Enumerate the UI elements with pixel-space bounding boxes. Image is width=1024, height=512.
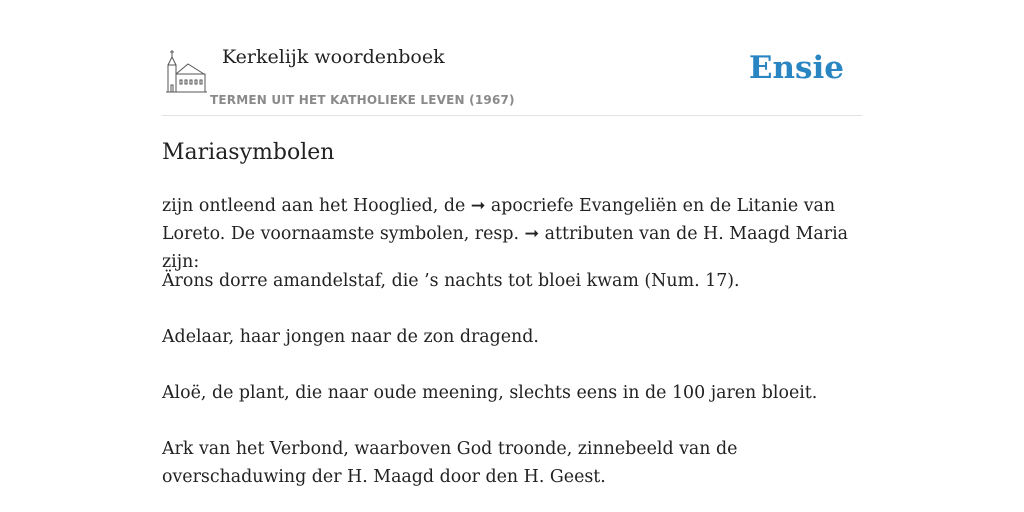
- book-subtitle: TERMEN UIT HET KATHOLIEKE LEVEN (1967): [210, 93, 515, 107]
- intro-text-3: attributen van de H. Maagd Maria zijn:: [162, 224, 849, 272]
- entry-intro: [162, 192, 862, 276]
- header: [162, 40, 862, 116]
- entry-item: Ärons dorre amandelstaf, die ’s nachts tot bloei kwam (Num. 17).: [162, 271, 740, 291]
- intro-text-1: zijn ontleend aan het Hooglied, de: [162, 196, 471, 216]
- book-title[interactable]: Kerkelijk woordenboek: [222, 46, 445, 68]
- intro-text-2: apocriefe Evangeliën en de Litanie van Loreto. De voornaamste symbolen, resp.: [162, 196, 836, 244]
- brand-logo[interactable]: Ensie: [748, 50, 844, 86]
- entry-item: Ark van het Verbond, waarboven God troonde, zinnebeeld van de overschaduwing der H. Maagd door den H. Geest.: [162, 439, 738, 487]
- arrow-icon[interactable]: ➞: [524, 224, 540, 244]
- arrow-icon[interactable]: ➞: [470, 196, 486, 216]
- church-icon[interactable]: [164, 48, 208, 94]
- entry-item: Adelaar, haar jongen naar de zon dragend.: [162, 327, 539, 347]
- entry-item: Aloë, de plant, die naar oude meening, slechts eens in de 100 jaren bloeit.: [162, 383, 818, 403]
- entry-headword: Mariasymbolen: [162, 140, 335, 165]
